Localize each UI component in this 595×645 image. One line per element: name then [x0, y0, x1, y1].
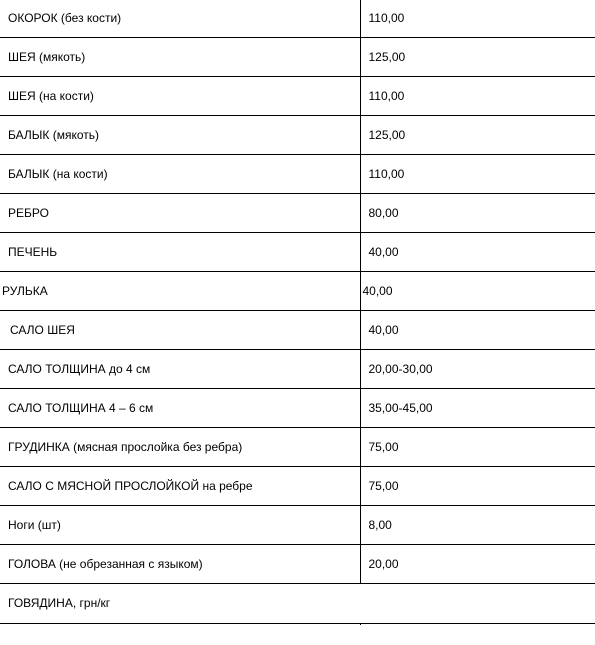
table-row	[0, 0, 595, 37]
product-name: ГРУДИНКА (мясная прослойка без ребра)	[0, 427, 360, 466]
empty-cell	[0, 623, 360, 625]
product-name: ШЕЯ (мякоть)	[0, 37, 360, 76]
product-name: САЛО ТОЛЩИНА 4 – 6 см	[0, 388, 360, 427]
product-price: 35,00-45,00	[360, 388, 595, 427]
table-row	[0, 154, 595, 193]
table-row	[0, 76, 595, 115]
product-price: 110,00	[360, 154, 595, 193]
section-header-row	[0, 583, 595, 623]
table-row	[0, 505, 595, 544]
table-row	[0, 37, 595, 76]
product-price: 8,00	[360, 505, 595, 544]
product-price: 110,00	[360, 0, 595, 37]
product-name: Ноги (шт)	[0, 505, 360, 544]
table-row-partial	[0, 623, 595, 625]
table-row	[0, 427, 595, 466]
table-row	[0, 466, 595, 505]
product-price: 75,00	[360, 466, 595, 505]
table-row	[0, 115, 595, 154]
table-row	[0, 544, 595, 583]
product-name: ОКОРОК (без кости)	[0, 0, 360, 37]
product-name: САЛО ШЕЯ	[0, 310, 360, 349]
table-row	[0, 349, 595, 388]
product-price: 40,00	[360, 310, 595, 349]
product-name: БАЛЫК (мякоть)	[0, 115, 360, 154]
table-row	[0, 388, 595, 427]
table-row	[0, 271, 595, 310]
product-price: 20,00	[360, 544, 595, 583]
product-name: ШЕЯ (на кости)	[0, 76, 360, 115]
product-price: 75,00	[360, 427, 595, 466]
product-price: 40,00	[360, 271, 595, 310]
table-row	[0, 232, 595, 271]
product-price: 80,00	[360, 193, 595, 232]
product-name: РУЛЬКА	[0, 271, 360, 310]
empty-cell	[360, 623, 595, 625]
product-name: БАЛЫК (на кости)	[0, 154, 360, 193]
product-name: ГОЛОВА (не обрезанная с языком)	[0, 544, 360, 583]
product-name: ПЕЧЕНЬ	[0, 232, 360, 271]
product-name: САЛО С МЯСНОЙ ПРОСЛОЙКОЙ на ребре	[0, 466, 360, 505]
table-row	[0, 310, 595, 349]
product-name: РЕБРО	[0, 193, 360, 232]
product-price: 125,00	[360, 37, 595, 76]
product-name: САЛО ТОЛЩИНА до 4 см	[0, 349, 360, 388]
table-row	[0, 193, 595, 232]
product-price: 125,00	[360, 115, 595, 154]
product-price: 110,00	[360, 76, 595, 115]
section-title: ГОВЯДИНА, грн/кг	[0, 583, 595, 623]
product-price: 20,00-30,00	[360, 349, 595, 388]
product-price: 40,00	[360, 232, 595, 271]
